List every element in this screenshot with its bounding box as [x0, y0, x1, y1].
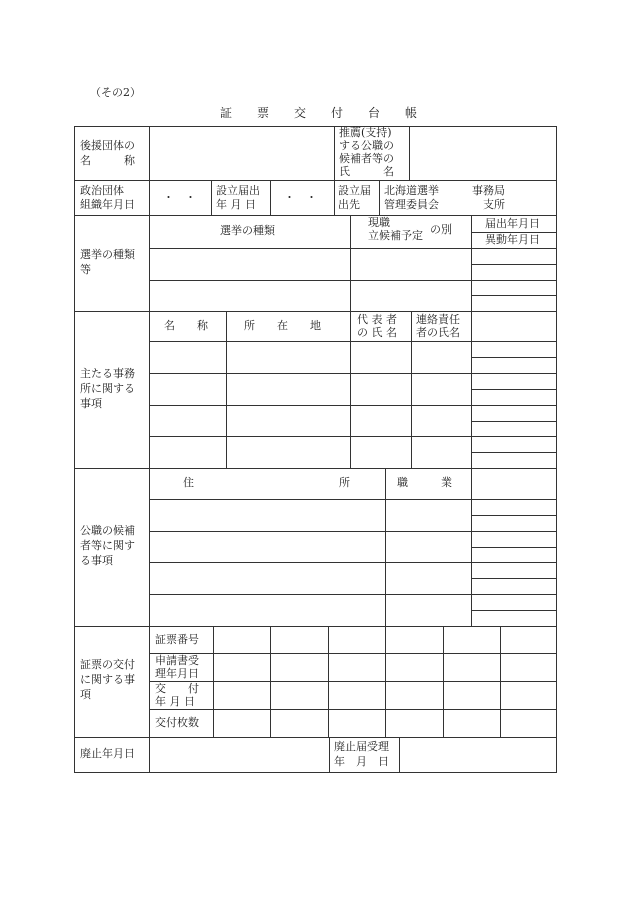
- election-date-filed-header: 届出年月日: [485, 217, 540, 230]
- issuance-count-label: 交付枚数: [155, 716, 199, 729]
- candidate-label-line1: 推薦(支持): [339, 126, 392, 139]
- office-contact-header-line1: 連絡責任: [416, 313, 460, 326]
- document-note: （その2）: [90, 86, 141, 99]
- page-title: [220, 104, 417, 121]
- group-name-label-line1: 後援団体の: [80, 139, 135, 152]
- issuance-date-label-line2: 年 月 日: [155, 695, 195, 708]
- issuance-label-line2: に関する事: [80, 673, 135, 686]
- candidate-label-line3: る事項: [80, 554, 113, 567]
- candidate-name-field[interactable]: [411, 128, 556, 179]
- filing-date-dots[interactable]: ・ ・: [284, 191, 317, 204]
- filing-date-label-line1: 設立届出: [216, 184, 260, 197]
- election-status-line2: 立候補予定: [368, 229, 423, 242]
- filing-date-label-line2: 年 月 日: [216, 198, 256, 211]
- org-date-dots[interactable]: ・ ・: [163, 191, 196, 204]
- office-label-line3: 事項: [80, 397, 102, 410]
- issuance-label-line1: 証票の交付: [80, 658, 135, 671]
- title-char: 台: [368, 106, 381, 120]
- title-char: 交: [294, 106, 307, 120]
- candidate-label-line2: 者等に関す: [80, 539, 135, 552]
- office-label-line1: 主たる事務: [80, 367, 135, 380]
- filing-dest-label-line1: 設立届: [338, 184, 371, 197]
- election-status-line1: 現職: [368, 216, 390, 229]
- abolition-receipt-field[interactable]: [401, 739, 556, 772]
- candidate-address-header-a: 住: [183, 476, 194, 489]
- issuance-number-label: 証票番号: [155, 633, 199, 646]
- candidate-label-line2: する公職の: [339, 139, 394, 152]
- office-label-line2: 所に関する: [80, 382, 135, 395]
- org-date-label-line1: 政治団体: [80, 184, 124, 197]
- group-name-label-line2: 名 称: [80, 154, 135, 167]
- abolition-receipt-label-line2: 年 月 日: [334, 755, 389, 768]
- office-name-header: 名 称: [164, 319, 208, 332]
- title-char: 証: [220, 106, 233, 120]
- filing-dest-label-line2: 出先: [338, 198, 360, 211]
- election-status-suffix: の別: [430, 223, 452, 236]
- abolition-date-field[interactable]: [151, 739, 328, 772]
- filing-dest-line2: 管理委員会 支所: [384, 198, 505, 211]
- issuance-received-label-line2: 理年月日: [155, 667, 199, 680]
- candidate-label-line1: 公職の候補: [80, 524, 135, 537]
- title-char: 票: [257, 106, 270, 120]
- filing-dest-line1: 北海道選挙 事務局: [384, 184, 505, 197]
- issuance-date-label-line1: 交 付: [155, 682, 199, 695]
- office-rep-header-line1: 代 表 者: [357, 313, 397, 326]
- title-char: 付: [331, 106, 344, 120]
- issuance-received-label-line1: 申請書受: [155, 654, 199, 667]
- election-label-line1: 選挙の種類: [80, 248, 135, 261]
- candidate-label-line3: 候補者等の: [339, 152, 394, 165]
- abolition-receipt-label-line1: 廃止届受理: [334, 740, 389, 753]
- election-type-header: 選挙の種類: [220, 224, 275, 237]
- abolition-date-label: 廃止年月日: [80, 747, 135, 760]
- candidate-job-header: 職 業: [397, 476, 452, 489]
- group-name-field[interactable]: [151, 128, 333, 179]
- title-char: 帳: [405, 106, 418, 120]
- office-contact-header-line2: 者の氏名: [416, 326, 460, 339]
- office-rep-header-line2: の 氏 名: [357, 326, 397, 339]
- candidate-address-header-b: 所: [339, 476, 350, 489]
- org-date-label-line2: 組織年月日: [80, 198, 135, 211]
- election-date-changed-header: 異動年月日: [485, 233, 540, 246]
- office-location-header: 所 在 地: [244, 319, 321, 332]
- candidate-label-line4: 氏 名: [339, 165, 394, 178]
- election-label-line2: 等: [80, 263, 91, 276]
- issuance-label-line3: 項: [80, 688, 91, 701]
